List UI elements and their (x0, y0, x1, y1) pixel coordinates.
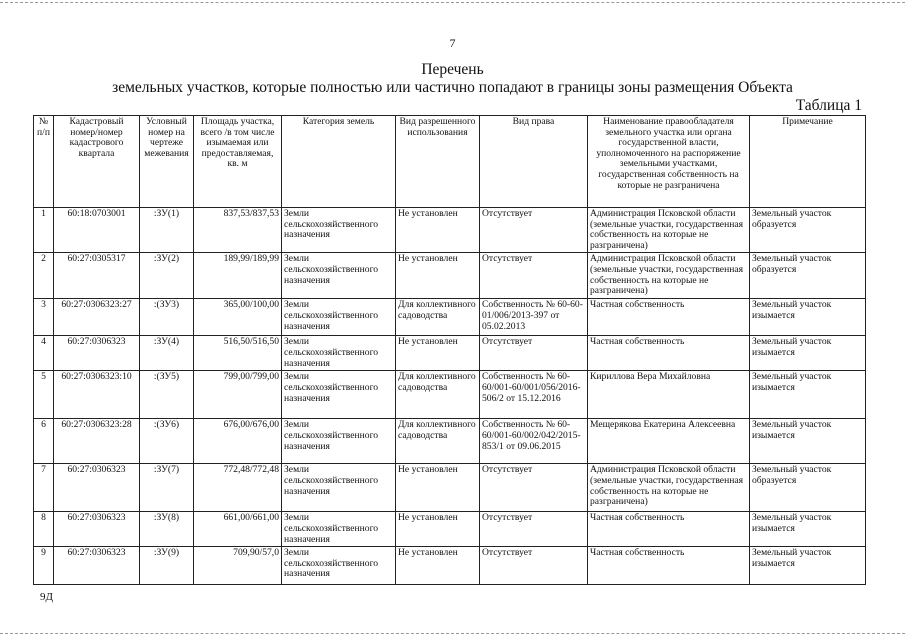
cell-note: Земельный участок образуется (750, 464, 866, 512)
table-row (34, 512, 866, 547)
cell-note: Земельный участок изымается (750, 419, 866, 464)
cell-cadastral: 60:27:0306323 (54, 512, 140, 547)
cell-use: Не установлен (396, 547, 480, 585)
cell-use: Для коллективного садоводства (396, 371, 480, 419)
col-header-number: № п/п (34, 116, 54, 208)
col-header-note: Примечание (750, 116, 866, 208)
table-row (34, 299, 866, 336)
cell-note: Земельный участок изымается (750, 547, 866, 585)
page-number: 7 (449, 36, 456, 50)
table-label: Таблица 1 (795, 97, 862, 114)
cell-number: 6 (34, 419, 54, 464)
cell-note: Земельный участок образуется (750, 253, 866, 299)
cell-cadastral: 60:27:0306323:27 (54, 299, 140, 336)
col-header-area: Площадь участка, всего /в том числе изымаемая или предоставляемая, кв. м (194, 116, 282, 208)
cell-use: Для коллективного садоводства (396, 419, 480, 464)
cell-conditional: :ЗУ(7) (140, 464, 194, 512)
cell-note: Земельный участок изымается (750, 512, 866, 547)
document-title: Перечень (421, 61, 484, 78)
cell-number: 8 (34, 512, 54, 547)
cell-owner: Кириллова Вера Михайловна (588, 371, 750, 419)
cell-right: Отсутствует (480, 253, 588, 299)
cell-cadastral: 60:27:0306323:28 (54, 419, 140, 464)
cell-number: 4 (34, 336, 54, 371)
cell-use: Не установлен (396, 253, 480, 299)
cell-use: Не установлен (396, 512, 480, 547)
cell-category: Земли сельскохозяйственного назначения (282, 419, 396, 464)
cell-area: 516,50/516,50 (194, 336, 282, 371)
cell-conditional: :ЗУ(8) (140, 512, 194, 547)
col-header-owner: Наименование правообладателя земельного участка или органа государственной власти, уполномоченного на распоряжение земельными участками, государственная собственность на которые не разграничена (588, 116, 750, 208)
cell-right: Собственность № 60-60/001-60/002/042/2015-853/1 от 09.06.2015 (480, 419, 588, 464)
cell-area: 709,90/57,0 (194, 547, 282, 585)
cell-right: Отсутствует (480, 547, 588, 585)
cell-number: 5 (34, 371, 54, 419)
table-header-row (34, 116, 866, 208)
cell-note: Земельный участок изымается (750, 371, 866, 419)
cell-owner: Мещерякова Екатерина Алексеевна (588, 419, 750, 464)
col-header-cadastral: Кадастровый номер/номер кадастрового квартала (54, 116, 140, 208)
cell-cadastral: 60:27:0306323:10 (54, 371, 140, 419)
cell-conditional: :ЗУ(2) (140, 253, 194, 299)
cell-cadastral: 60:27:0306323 (54, 547, 140, 585)
cell-owner: Администрация Псковской области (земельные участки, государственная собственность на которые не разграничена) (588, 464, 750, 512)
cell-category: Земли сельскохозяйственного назначения (282, 371, 396, 419)
cell-number: 9 (34, 547, 54, 585)
cell-use: Не установлен (396, 208, 480, 253)
cell-conditional: :ЗУ(4) (140, 336, 194, 371)
cell-number: 7 (34, 464, 54, 512)
cell-cadastral: 60:18:0703001 (54, 208, 140, 253)
cell-number: 2 (34, 253, 54, 299)
cell-note: Земельный участок образуется (750, 208, 866, 253)
table-row (34, 371, 866, 419)
cell-area: 837,53/837,53 (194, 208, 282, 253)
table-row (34, 336, 866, 371)
cell-note: Земельный участок изымается (750, 299, 866, 336)
cell-cadastral: 60:27:0306323 (54, 336, 140, 371)
cell-cadastral: 60:27:0305317 (54, 253, 140, 299)
cell-owner: Частная собственность (588, 299, 750, 336)
cell-area: 189,99/189,99 (194, 253, 282, 299)
cell-owner: Частная собственность (588, 336, 750, 371)
cell-area: 772,48/772,48 (194, 464, 282, 512)
cell-conditional: :ЗУ(1) (140, 208, 194, 253)
col-header-right: Вид права (480, 116, 588, 208)
cell-owner: Частная собственность (588, 512, 750, 547)
table-row (34, 464, 866, 512)
table-row (34, 208, 866, 253)
cell-number: 1 (34, 208, 54, 253)
cell-conditional: :(ЗУ5) (140, 371, 194, 419)
cell-area: 661,00/661,00 (194, 512, 282, 547)
cell-category: Земли сельскохозяйственного назначения (282, 512, 396, 547)
cell-category: Земли сельскохозяйственного назначения (282, 208, 396, 253)
cell-category: Земли сельскохозяйственного назначения (282, 299, 396, 336)
cell-use: Не установлен (396, 464, 480, 512)
land-plots-table (33, 115, 866, 585)
cell-category: Земли сельскохозяйственного назначения (282, 336, 396, 371)
document-subtitle: земельных участков, которые полностью или частично попадают в границы зоны размещения Объекта (112, 79, 793, 96)
cell-area: 365,00/100,00 (194, 299, 282, 336)
cell-category: Земли сельскохозяйственного назначения (282, 253, 396, 299)
cell-category: Земли сельскохозяйственного назначения (282, 464, 396, 512)
cell-use: Для коллективного садоводства (396, 299, 480, 336)
cell-note: Земельный участок изымается (750, 336, 866, 371)
footer-mark: 9Д (40, 591, 54, 603)
table-row (34, 547, 866, 585)
cell-conditional: :(ЗУ6) (140, 419, 194, 464)
top-scan-edge (0, 2, 905, 3)
col-header-conditional: Условный номер на чертеже межевания (140, 116, 194, 208)
col-header-use: Вид разрешенного использования (396, 116, 480, 208)
col-header-category: Категория земель (282, 116, 396, 208)
cell-number: 3 (34, 299, 54, 336)
cell-right: Отсутствует (480, 512, 588, 547)
cell-right: Собственность № 60-60/001-60/001/056/2016-506/2 от 15.12.2016 (480, 371, 588, 419)
cell-owner: Частная собственность (588, 547, 750, 585)
cell-right: Отсутствует (480, 464, 588, 512)
cell-use: Не установлен (396, 336, 480, 371)
table-row (34, 253, 866, 299)
cell-area: 799,00/799,00 (194, 371, 282, 419)
bottom-scan-edge (0, 633, 905, 634)
cell-right: Собственность № 60-60-01/006/2013-397 от 05.02.2013 (480, 299, 588, 336)
table-row (34, 419, 866, 464)
cell-owner: Администрация Псковской области (земельные участки, государственная собственность на которые не разграничена) (588, 208, 750, 253)
cell-right: Отсутствует (480, 336, 588, 371)
cell-owner: Администрация Псковской области (земельные участки, государственная собственность на которые не разграничена) (588, 253, 750, 299)
cell-right: Отсутствует (480, 208, 588, 253)
cell-category: Земли сельскохозяйственного назначения (282, 547, 396, 585)
cell-cadastral: 60:27:0306323 (54, 464, 140, 512)
cell-conditional: :ЗУ(9) (140, 547, 194, 585)
cell-conditional: :(ЗУ3) (140, 299, 194, 336)
cell-area: 676,00/676,00 (194, 419, 282, 464)
